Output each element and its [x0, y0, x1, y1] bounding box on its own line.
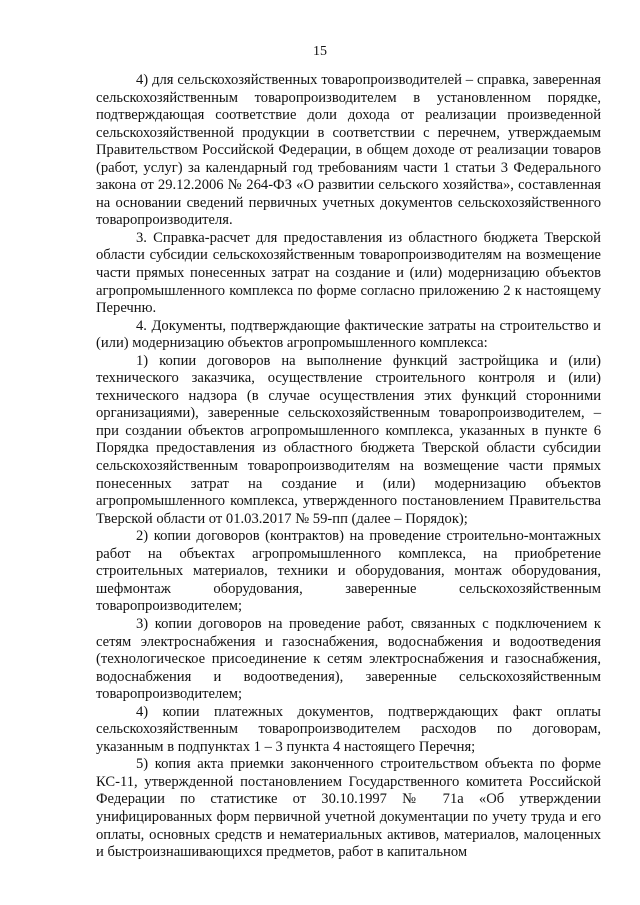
paragraph-acceptance-act: 5) копия акта приемки законченного строительством объекта по форме КС-11, утвержденной постановлением Государственного комитета Российской Федерации по статистике от 30.10.1997 № 71а «Об утверждении унифицированных форм первичной учетной документации по учету труда и его оплаты, основных средств и нематериальных активов, материалов, малоценных и быстроизнашивающихся предметов, работ в капитальном	[96, 756, 601, 861]
paragraph-construction-contracts: 2) копии договоров (контрактов) на проведение строительно-монтажных работ на объектах агропромышленного комплекса, на приобретение строительных материалов, техники и оборудования, монтаж оборудования, шефмонтаж оборудования, заверенные сельскохозяйственным товаропроизводителем;	[96, 528, 601, 615]
paragraph-developer-contracts: 1) копии договоров на выполнение функций застройщика и (или) технического заказчика, осуществление строительного контроля и (или) технического надзора (в случае осуществления этих функций сторонними организациями), заверенные сельскохозяйственным товаропроизводителем, – при создании объектов агропромышленного комплекса, указанных в пункте 6 Порядка предоставления из областного бюджета Тверской области субсидии сельскохозяйственным товаропроизводителям на возмещение части прямых понесенных затрат на создание и (или) модернизацию объектов агропромышленного комплекса, утвержденного постановлением Правительства Тверской области от 01.03.2017 № 59-пп (далее – Порядок);	[96, 352, 601, 527]
document-body	[96, 72, 601, 862]
page-number: 15	[313, 44, 327, 59]
paragraph-payment-documents: 4) копии платежных документов, подтверждающих факт оплаты сельскохозяйственным товаропроизводителем расходов по договорам, указанным в подпунктах 1 – 3 пункта 4 настоящего Перечня;	[96, 703, 601, 755]
paragraph-utility-contracts: 3) копии договоров на проведение работ, связанных с подключением к сетям электроснабжения и газоснабжения, водоснабжения и водоотведения (технологическое присоединение к сетям электроснабжения и газоснабжения, водоснабжения и водоотведения), заверенные сельскохозяйственным товаропроизводителем;	[96, 615, 601, 703]
paragraph-supplier-certificate: 4) для сельскохозяйственных товаропроизводителей – справка, заверенная сельскохозяйственным товаропроизводителем в установленном порядке, подтверждающая соответствие доли дохода от реализации произведенной сельскохозяйственной продукции в соответствии с перечнем, утверждаемым Правительством Российской Федерации, в общем доходе от реализации товаров (работ, услуг) за календарный год требованиям части 1 статьи 3 Федерального закона от 29.12.2006 № 264-ФЗ «О развитии сельского хозяйства», составленная на основании сведений первичных учетных документов сельскохозяйственного товаропроизводителя.	[96, 72, 601, 229]
paragraph-calculation-certificate: 3. Справка-расчет для предоставления из областного бюджета Тверской области субсидии сельскохозяйственным товаропроизводителям на возмещение части прямых понесенных затрат на создание и (или) модернизацию объектов агропромышленного комплекса по форме согласно приложению 2 к настоящему Перечню.	[96, 229, 601, 317]
paragraph-cost-documents: 4. Документы, подтверждающие фактические затраты на строительство и (или) модернизацию объектов агропромышленного комплекса:	[96, 317, 601, 352]
